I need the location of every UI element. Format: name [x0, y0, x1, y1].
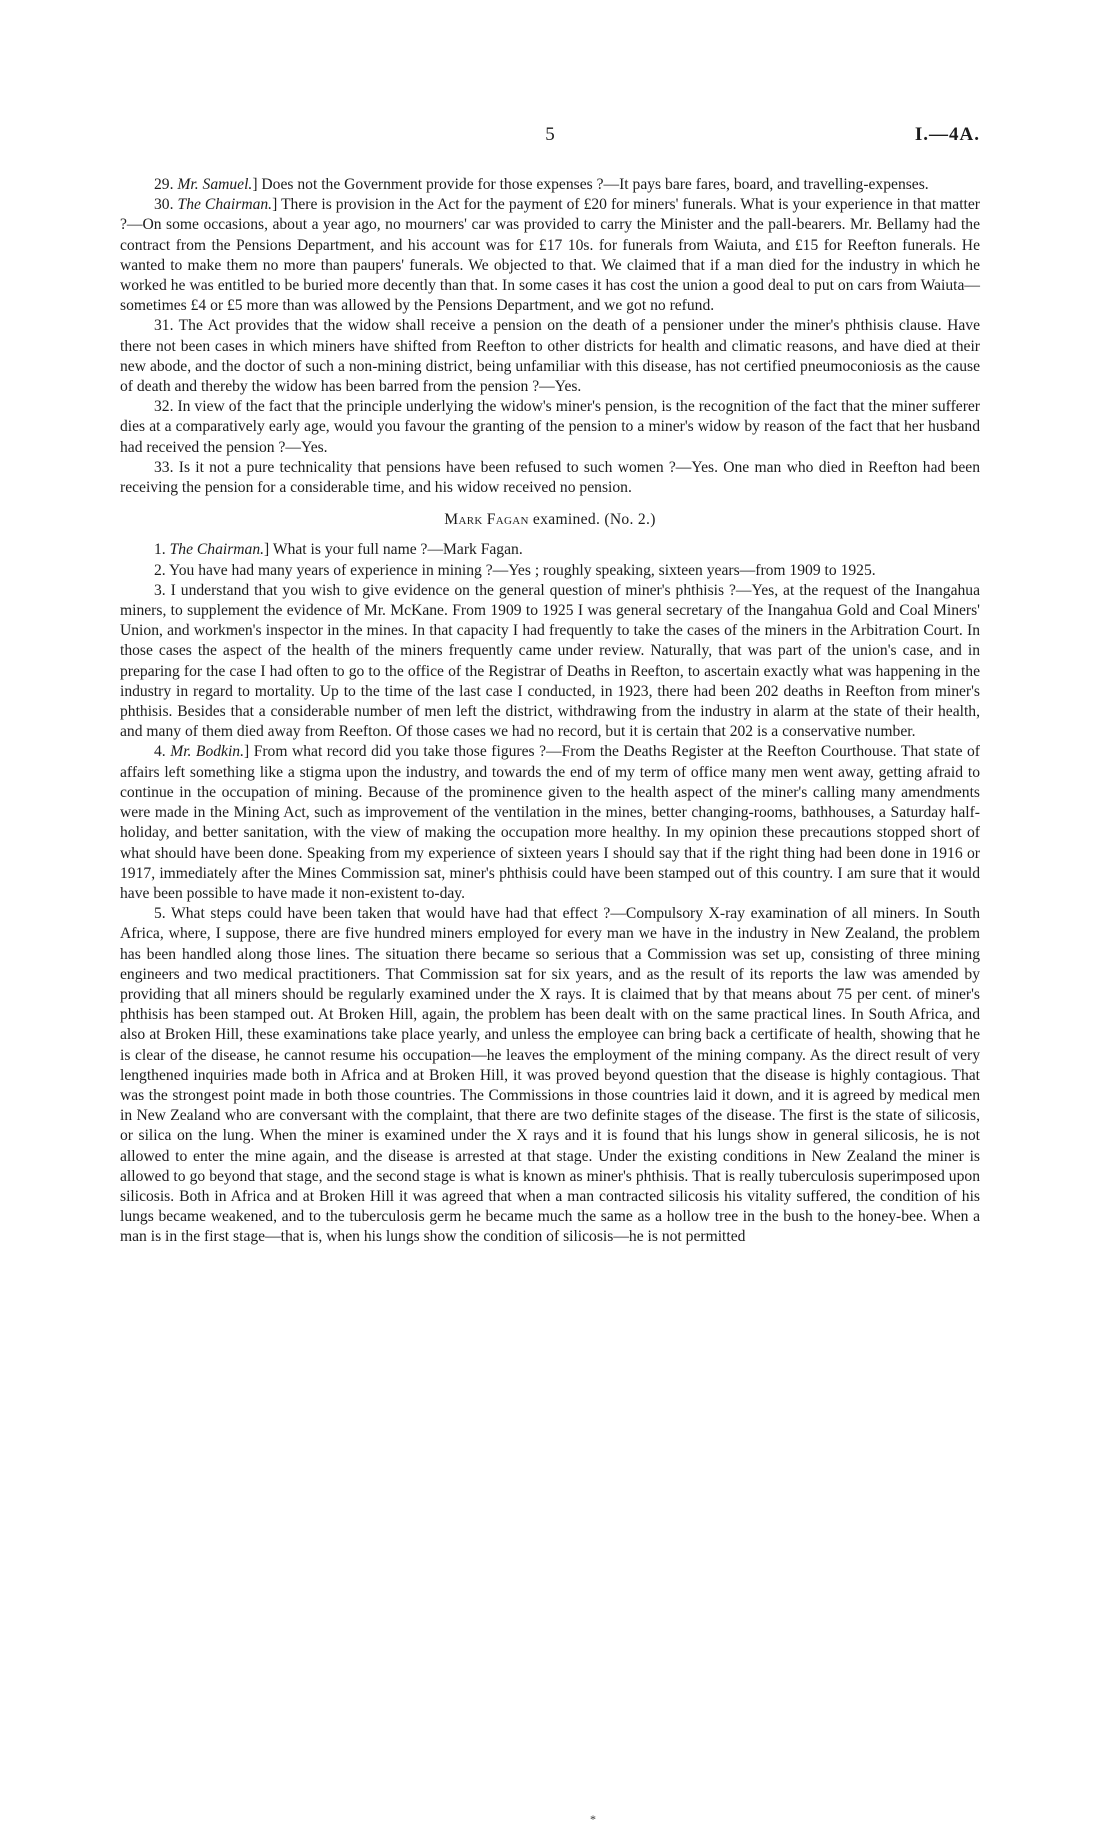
question-paragraph	[120, 195, 980, 316]
question-text: ] From what record did you take those figures ?—From the Deaths Register at the Reefton Courthouse. That state of affairs left something like a stigma upon the industry, and towards the end of my term of office many men went away, getting afraid to continue in the occupation of mining. Because of the prominence given to the health aspect of the miner's calling many amendments were made in the Mining Act, such as improvement of the ventilation in the mines, better changing-rooms, bathhouses, a Saturday half-holiday, and better sanitation, with the view of making the occupation more healthy. In my opinion these precautions stopped short of what should have been done. Speaking from my experience of sixteen years I should say that if the right thing had been done in 1916 or 1917, immediately after the Mines Commission sat, miner's phthisis could have been stamped out of this country. I am sure that it would have been possible to have made it non-existent to-day.	[120, 743, 980, 902]
question-number: 3.	[154, 581, 171, 599]
question-paragraph	[120, 540, 980, 560]
question-number: 30.	[154, 196, 178, 214]
question-number: 32.	[154, 398, 178, 416]
question-text: ] Does not the Government provide for those expenses ?—It pays bare fares, board, and travelling-expenses.	[252, 176, 929, 193]
page-header	[120, 124, 980, 148]
question-paragraph	[120, 397, 980, 458]
question-number: 31.	[154, 317, 179, 335]
question-paragraph	[120, 581, 980, 743]
speaker-name: Mr. Samuel.	[177, 176, 253, 193]
question-number: 1.	[154, 541, 170, 559]
question-number: 33.	[154, 458, 179, 476]
question-paragraph	[120, 742, 980, 904]
document-body	[120, 175, 980, 1248]
page-number: 5	[545, 124, 555, 145]
testimony-section-fagan	[120, 540, 980, 1247]
speaker-name: The Chairman.	[169, 541, 265, 559]
question-number: 5.	[154, 905, 172, 923]
witness-heading	[120, 510, 980, 530]
page-reference: I.—4A.	[914, 124, 980, 145]
speaker-name: The Chairman.	[177, 196, 273, 214]
question-text: In view of the fact that the principle underlying the widow's miner's pension, is the recognition of the fact that the miner sufferer dies at a comparatively early age, would you favour the granting of the pension to a miner's widow by reason of the fact that her husband had received the pension ?—Yes.	[120, 398, 980, 456]
question-text: What steps could have been taken that would have had that effect ?—Compulsory X-ray examination of all miners. In South Africa, where, I suppose, there are five hundred miners employed for every man we have in the industry in New Zealand, the problem has been handled along those lines. The situation there became so serious that a Commission was set up, consisting of three mining engineers and two medical practitioners. That Commission sat for six years, and as the result of its reports the law was amended by providing that all miners should be regularly examined under the X rays. It is claimed that by that means about 75 per cent. of miner's phthisis has been stamped out. At Broken Hill, again, the problem has been dealt with on the same practical lines. In South Africa, and also at Broken Hill, these examinations take place yearly, and unless the employee can bring back a certificate of health, showing that he is clear of the disease, he cannot resume his occupation—he leaves the employment of the mining company. As the direct result of very lengthened inquiries made both in Africa and at Broken Hill, it was proved beyond question that the disease is highly contagious. That was the strongest point made in both those countries. The Commissions in those countries laid it down, and it is agreed by medical men in New Zealand who are conversant with the complaint, that there are two definite stages of the disease. The first is the state of silicosis, or silica on the lung. When the miner is examined under the X rays and it is found that his lungs show in general silicosis, he is not allowed to enter the mine again, and the disease is arrested at that stage. Under the existing conditions in New Zealand the miner is allowed to go beyond that stage, and the second stage is what is known as miner's phthisis. That is really tuberculosis superimposed upon silicosis. Both in Africa and at Broken Hill it was agreed that when a man contracted silicosis his vitality suffered, the condition of his lungs became weakened, and to the tuberculosis germ he became much the same as a hollow tree in the bush to the honey-bee. When a man is in the first stage—that is, when his lungs show the condition of silicosis—he is not permitted	[120, 905, 981, 1246]
witness-heading-rest: examined. (No. 2.)	[528, 511, 656, 529]
question-paragraph	[120, 561, 980, 581]
question-number: 4.	[154, 743, 171, 761]
question-number: 29.	[154, 176, 178, 193]
question-text: ] There is provision in the Act for the payment of £20 for miners' funerals. What is your experience in that matter ?—On some occasions, about a year ago, no mourners' car was provided to carry the Minister and the pall-bearers. Mr. Bellamy had the contract from the Pensions Department, and his account was for £17 10s. for funerals from Waiuta, and £15 for Reefton funerals. He wanted to make them no more than paupers' funerals. We objected to that. We claimed that if a man died for the industry in which he worked he was entitled to be buried more decently than that. In some cases it has cost the union a good deal to put on cars from Waiuta—sometimes £4 or £5 more than was allowed by the Pensions Department, and we got no refund.	[120, 196, 980, 315]
speaker-name: Mr. Bodkin.	[170, 743, 244, 761]
question-number: 2.	[154, 561, 170, 579]
question-paragraph	[120, 316, 980, 397]
question-text: Is it not a pure technicality that pensions have been refused to such women ?—Yes. One man who died in Reefton had been receiving the pension for a considerable time, and his widow received no pension.	[120, 458, 980, 497]
question-text: ] What is your full name ?—Mark Fagan.	[264, 541, 523, 559]
footer-mark: *	[590, 1812, 596, 1826]
witness-name: Mark Fagan	[444, 511, 529, 529]
question-paragraph	[120, 904, 980, 1247]
testimony-section-previous	[120, 175, 980, 498]
question-text: I understand that you wish to give evidence on the general question of miner's phthisis ?—Yes, at the request of the Inangahua miners, to supplement the evidence of Mr. McKane. From 1909 to 1925 I was general secretary of the Inangahua Gold and Coal Miners' Union, and workmen's inspector in the mines. In that capacity I had frequently to take the cases of the miners in the Arbitration Court. In those cases the aspect of the health of the miners frequently came under review. Naturally, that was part of the union's case, and in preparing for the case I had often to go to the office of the Registrar of Deaths in Reefton, to ascertain exactly what was happening in the industry in regard to mortality. Up to the time of the last case I conducted, in 1923, there had been 202 deaths in Reefton from miner's phthisis. Besides that a considerable number of men left the district, withdrawing from the industry in alarm at the state of their health, and many of them died away from Reefton. Of those cases we had no record, but it is certain that 202 is a conservative number.	[120, 581, 981, 741]
question-text: The Act provides that the widow shall receive a pension on the death of a pensioner under the miner's phthisis clause. Have there not been cases in which miners have shifted from Reefton to other districts for health and climatic reasons, and have died at their new abode, and the doctor of such a non-mining district, being unfamiliar with this disease, has not certified pneumoconiosis as the cause of death and thereby the widow has been barred from the pension ?—Yes.	[120, 317, 981, 396]
question-paragraph	[120, 175, 980, 195]
question-paragraph	[120, 458, 980, 498]
question-text: You have had many years of experience in mining ?—Yes ; roughly speaking, sixteen years—from 1909 to 1925.	[169, 561, 876, 579]
